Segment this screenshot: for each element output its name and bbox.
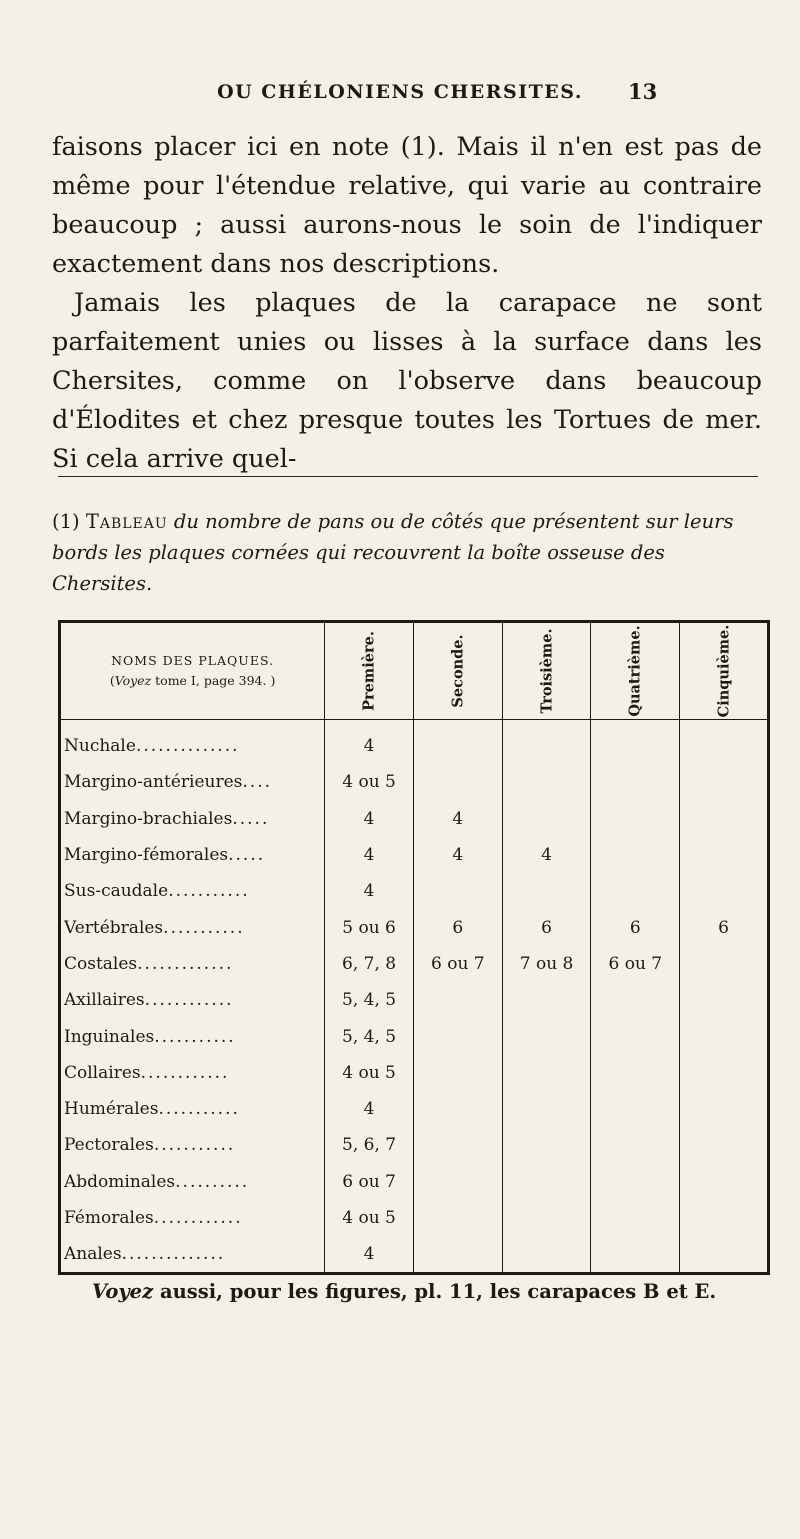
leader-dots: ........... [168,881,250,902]
column-header-5: Cinquième. [680,622,769,720]
value-cell-col-4 [591,1018,680,1054]
leader-dots: ........... [153,1135,236,1156]
table-row [60,1164,769,1200]
value-cell-col-1: 4 ou 5 [325,764,414,800]
value-cell-col-3: 7 ou 8 [502,946,591,982]
value-cell-col-5 [680,873,769,909]
table-row [60,837,769,873]
table-row [60,982,769,1018]
value-cell-col-4 [591,982,680,1018]
value-cell-col-4 [591,1091,680,1127]
plate-name-cell [60,1091,325,1127]
value-cell-col-5 [680,1091,769,1127]
leader-dots: .... [242,772,273,793]
footnote-head: Tableau [85,510,168,533]
value-cell-col-1: 5, 4, 5 [325,982,414,1018]
table-row [60,873,769,909]
name-column-header [60,622,325,720]
plate-name-cell [60,1164,325,1200]
table-row [60,1018,769,1054]
value-cell-col-1: 6 ou 7 [325,1164,414,1200]
value-cell-col-3 [502,1236,591,1274]
value-cell-col-2 [413,1127,502,1163]
value-cell-col-2: 6 [413,909,502,945]
leader-dots: ............ [144,990,234,1011]
plate-name: Margino-antérieures [64,772,243,793]
after-note-text: aussi, pour les figures, pl. 11, les carapaces B et E. [159,1280,717,1303]
column-header-2: Seconde. [413,622,502,720]
column-header-4: Quatrième. [591,622,680,720]
ref-rest: tome I, page 394. ) [155,673,276,688]
value-cell-col-1: 5, 6, 7 [325,1127,414,1163]
value-cell-col-5 [680,1127,769,1163]
plate-name-cell [60,1236,325,1274]
value-cell-col-4 [591,837,680,873]
plate-name-cell [60,946,325,982]
value-cell-col-3 [502,1164,591,1200]
value-cell-col-2 [413,1200,502,1236]
value-cell-col-5 [680,1236,769,1274]
value-cell-col-4 [591,801,680,837]
value-cell-col-2 [413,1018,502,1054]
value-cell-col-2 [413,1091,502,1127]
value-cell-col-5 [680,1055,769,1091]
plate-name: Vertébrales [64,917,164,938]
plate-name-cell [60,801,325,837]
table-row [60,1200,769,1236]
value-cell-col-1: 4 [325,1091,414,1127]
value-cell-col-1: 4 [325,1236,414,1274]
value-cell-col-4 [591,764,680,800]
column-header-3: Troisième. [502,622,591,720]
name-header-title: NOMS DES PLAQUES. [111,653,275,668]
plate-name: Nuchale [64,736,136,757]
plates-table [58,620,770,1275]
value-cell-col-3 [502,873,591,909]
running-head [0,75,800,105]
table-row [60,1091,769,1127]
plate-name: Costales [64,953,138,974]
table-row [60,1236,769,1274]
value-cell-col-4 [591,1236,680,1274]
value-cell-col-2 [413,1164,502,1200]
column-header-1: Première. [325,622,414,720]
value-cell-col-1: 4 [325,873,414,909]
value-cell-col-3 [502,982,591,1018]
name-header-reference [61,671,324,691]
after-note-voyez: Voyez [92,1280,154,1303]
body-paragraph-1: faisons placer ici en note (1). Mais il n'en est pas de même pour l'étendue relative, qui varie au contraire beaucoup ; aussi aurons-nous le soin de l'indiquer exactement dans nos descriptions. [52,132,762,279]
leader-dots: ............. [137,953,234,974]
plate-name: Anales [64,1244,122,1265]
plate-name-cell [60,982,325,1018]
plate-name: Pectorales [64,1135,154,1156]
plate-name: Fémorales [64,1208,154,1228]
leader-dots: ..... [232,808,270,829]
leader-dots: ........... [163,917,245,938]
table-row [60,1127,769,1163]
value-cell-col-3 [502,720,591,765]
value-cell-col-4 [591,873,680,909]
body-text [52,128,762,479]
leader-dots: .......... [175,1171,250,1192]
value-cell-col-3 [502,801,591,837]
table-row [60,1055,769,1091]
value-cell-col-2 [413,720,502,765]
value-cell-col-2 [413,764,502,800]
value-cell-col-5 [680,801,769,837]
plate-name-cell [60,720,325,765]
value-cell-col-1: 4 [325,720,414,765]
value-cell-col-5 [680,982,769,1018]
footnote [52,506,760,599]
value-cell-col-2 [413,1055,502,1091]
table-row [60,909,769,945]
value-cell-col-2 [413,1236,502,1274]
table-row [60,720,769,765]
value-cell-col-2 [413,982,502,1018]
value-cell-col-2: 4 [413,837,502,873]
value-cell-col-4 [591,1164,680,1200]
plate-name: Axillaires [64,990,145,1011]
value-cell-col-1: 6, 7, 8 [325,946,414,982]
value-cell-col-4 [591,1200,680,1236]
value-cell-col-3: 6 [502,909,591,945]
plate-name-cell [60,1018,325,1054]
plate-name: Collaires [64,1062,141,1083]
value-cell-col-3 [502,1200,591,1236]
plate-name-cell [60,1200,325,1236]
leader-dots: ............ [153,1208,243,1228]
leader-dots: ..... [228,845,266,866]
value-cell-col-5: 6 [680,909,769,945]
value-cell-col-3 [502,1055,591,1091]
value-cell-col-3 [502,764,591,800]
value-cell-col-3 [502,1127,591,1163]
value-cell-col-5 [680,720,769,765]
table-row [60,946,769,982]
plate-name: Abdominales [64,1171,176,1192]
value-cell-col-1: 4 ou 5 [325,1055,414,1091]
value-cell-col-4: 6 [591,909,680,945]
value-cell-col-5 [680,764,769,800]
plate-name-cell [60,1127,325,1163]
value-cell-col-5 [680,946,769,982]
value-cell-col-1: 5, 4, 5 [325,1018,414,1054]
table-row [60,764,769,800]
leader-dots: ........... [154,1026,236,1047]
value-cell-col-1: 4 [325,837,414,873]
table-header-row [60,622,769,720]
value-cell-col-4: 6 ou 7 [591,946,680,982]
leader-dots: ........... [158,1099,240,1120]
value-cell-col-4 [591,1055,680,1091]
plate-name: Margino-fémorales [64,845,229,866]
value-cell-col-5 [680,1164,769,1200]
plates-table-body [60,720,769,1274]
value-cell-col-2 [413,873,502,909]
table-row [60,801,769,837]
leader-dots: ............ [140,1062,230,1083]
footnote-text: du nombre de pans ou de côtés que présentent sur leurs bords les plaques cornées qui recouvrent la boîte osseuse des Chersites. [52,510,734,595]
ref-paren: ( [109,673,115,688]
value-cell-col-3 [502,1091,591,1127]
ref-voyez: Voyez [114,673,152,688]
leader-dots: .............. [135,736,240,757]
running-title: OU CHÉLONIENS CHERSITES. [217,81,583,103]
plate-name: Margino-brachiales [64,808,233,829]
leader-dots: .............. [121,1244,226,1265]
value-cell-col-1: 5 ou 6 [325,909,414,945]
value-cell-col-4 [591,1127,680,1163]
plate-name-cell [60,1055,325,1091]
value-cell-col-4 [591,720,680,765]
plate-name: Sus-caudale [64,881,169,902]
footnote-mark: (1) [52,510,80,533]
body-paragraph-2: Jamais les plaques de la carapace ne sont parfaitement unies ou lisses à la surface dans les Chersites, comme on l'observe dans beaucoup d'Élodites et chez presque toutes les Tortues de mer. Si cela arrive quel- [52,288,762,474]
value-cell-col-5 [680,837,769,873]
plate-name: Humérales [64,1099,159,1120]
plate-name-cell [60,909,325,945]
value-cell-col-2: 6 ou 7 [413,946,502,982]
plate-name-cell [60,837,325,873]
value-cell-col-3 [502,1018,591,1054]
value-cell-col-5 [680,1018,769,1054]
after-table-note [92,1280,772,1303]
value-cell-col-3: 4 [502,837,591,873]
value-cell-col-2: 4 [413,801,502,837]
value-cell-col-5 [680,1200,769,1236]
value-cell-col-1: 4 [325,801,414,837]
page-number: 13 [628,79,658,104]
value-cell-col-1: 4 ou 5 [325,1200,414,1236]
plate-name-cell [60,873,325,909]
footnote-rule [58,476,758,477]
plate-name: Inguinales [64,1026,155,1047]
plate-name-cell [60,764,325,800]
